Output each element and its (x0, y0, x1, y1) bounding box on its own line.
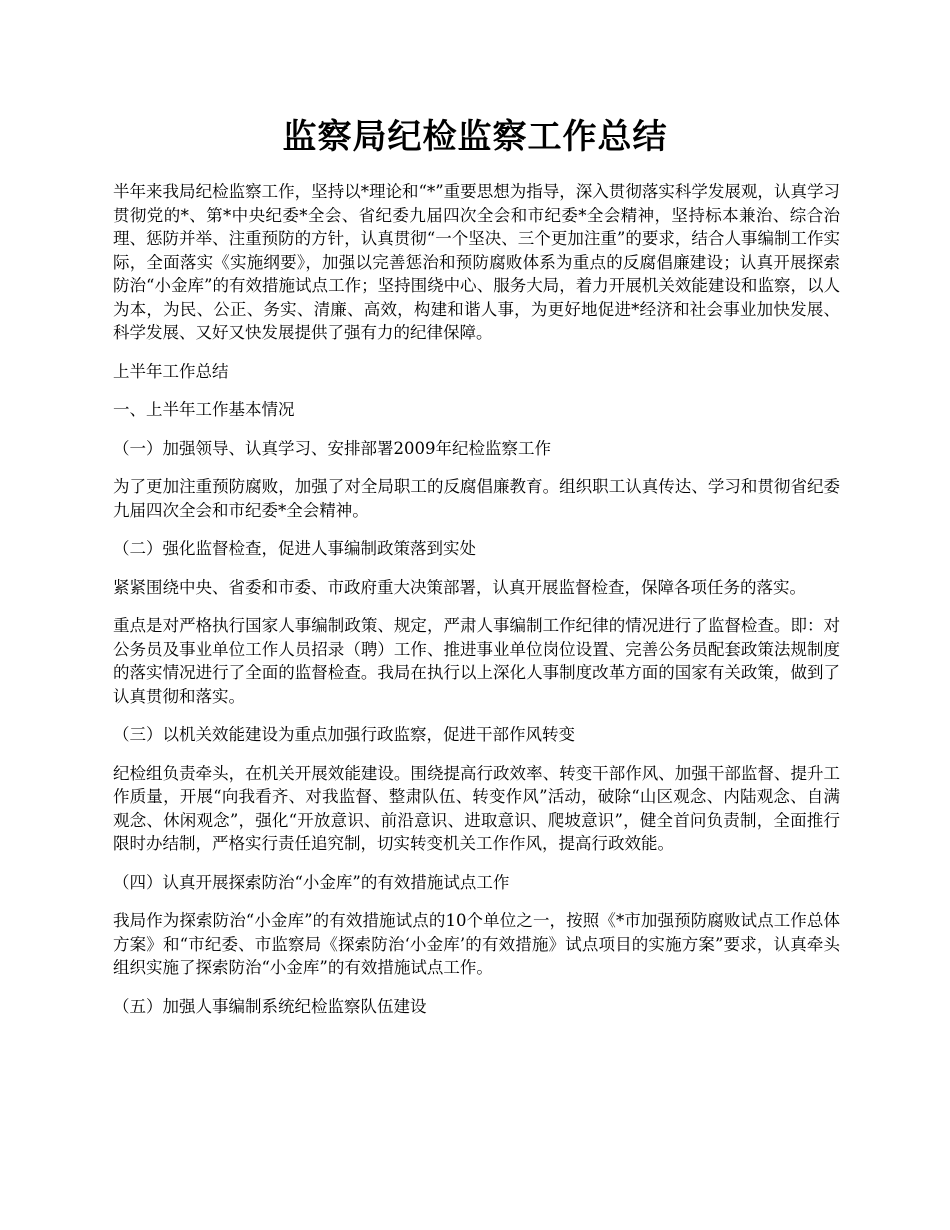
subsection-heading: （二）强化监督检查，促进人事编制政策落到实处 (113, 539, 476, 558)
document-body (113, 180, 840, 1033)
body-paragraph: 重点是对严格执行国家人事编制政策、规定，严肃人事编制工作纪律的情况进行了监督检查。即：对公务员及事业单位工作人员招录（聘）工作、推进事业单位岗位设置、完善公务员配套政策法规制度的落实情况进行了全面的监督检查。我局在执行以上深化人事制度改革方面的国家有关政策，做到了认真贯彻和落实。 (113, 616, 840, 706)
subsection-heading: （三）以机关效能建设为重点加强行政监察，促进干部作风转变 (113, 725, 575, 744)
section-heading: 上半年工作总结 (113, 361, 229, 381)
section-heading: 一、上半年工作基本情况 (113, 400, 295, 419)
subsection-heading: （四）认真开展探索防治“小金库”的有效措施试点工作 (113, 872, 510, 892)
subsection-heading: （一）加强领导、认真学习、安排部署2009年纪检监察工作 (113, 438, 551, 458)
body-paragraph: 我局作为探索防治“小金库”的有效措施试点的10个单位之一，按照《*市加强预防腐败试点工作总体方案》和“市纪委、市监察局《探索防治‘小金库’的有效措施》试点项目的实施方案”要求，认真牵头组织实施了探索防治“小金库”的有效措施试点工作。 (113, 911, 840, 977)
intro-paragraph: 半年来我局纪检监察工作，坚持以*理论和“*”重要思想为指导，深入贯彻落实科学发展观，认真学习贯彻党的*、第*中央纪委*全会、省纪委九届四次全会和市纪委*全会精神，坚持标本兼治、综合治理、惩防并举、注重预防的方针，认真贯彻“一个坚决、三个更加注重”的要求，结合人事编制工作实际，全面落实《实施纲要》，加强以完善惩治和预防腐败体系为重点的反腐倡廉建设；认真开展探索防治“小金库”的有效措施试点工作；坚持围绕中心、服务大局，着力开展机关效能建设和监察，以人为本，为民、公正、务实、清廉、高效，构建和谐人事，为更好地促进*经济和社会事业加快发展、科学发展、又好又快发展提供了强有力的纪律保障。 (113, 182, 840, 342)
document-title: 监察局纪检监察工作总结 (282, 117, 668, 157)
body-paragraph: 为了更加注重预防腐败，加强了对全局职工的反腐倡廉教育。组织职工认真传达、学习和贯彻省纪委九届四次全会和市纪委*全会精神。 (113, 477, 840, 520)
body-paragraph: 纪检组负责牵头，在机关开展效能建设。围绕提高行政效率、转变干部作风、加强干部监督、提升工作质量，开展“向我看齐、对我监督、整肃队伍、转变作风”活动，破除“山区观念、内陆观念、自满观念、休闲观念”，强化“开放意识、前沿意识、进取意识、爬坡意识”，健全首问负责制，全面推行限时办结制，严格实行责任追究制，切实转变机关工作作风，提高行政效能。 (113, 763, 840, 853)
body-paragraph: 紧紧围绕中央、省委和市委、市政府重大决策部署，认真开展监督检查，保障各项任务的落实。 (113, 577, 806, 597)
subsection-heading: （五）加强人事编制系统纪检监察队伍建设 (113, 996, 427, 1016)
